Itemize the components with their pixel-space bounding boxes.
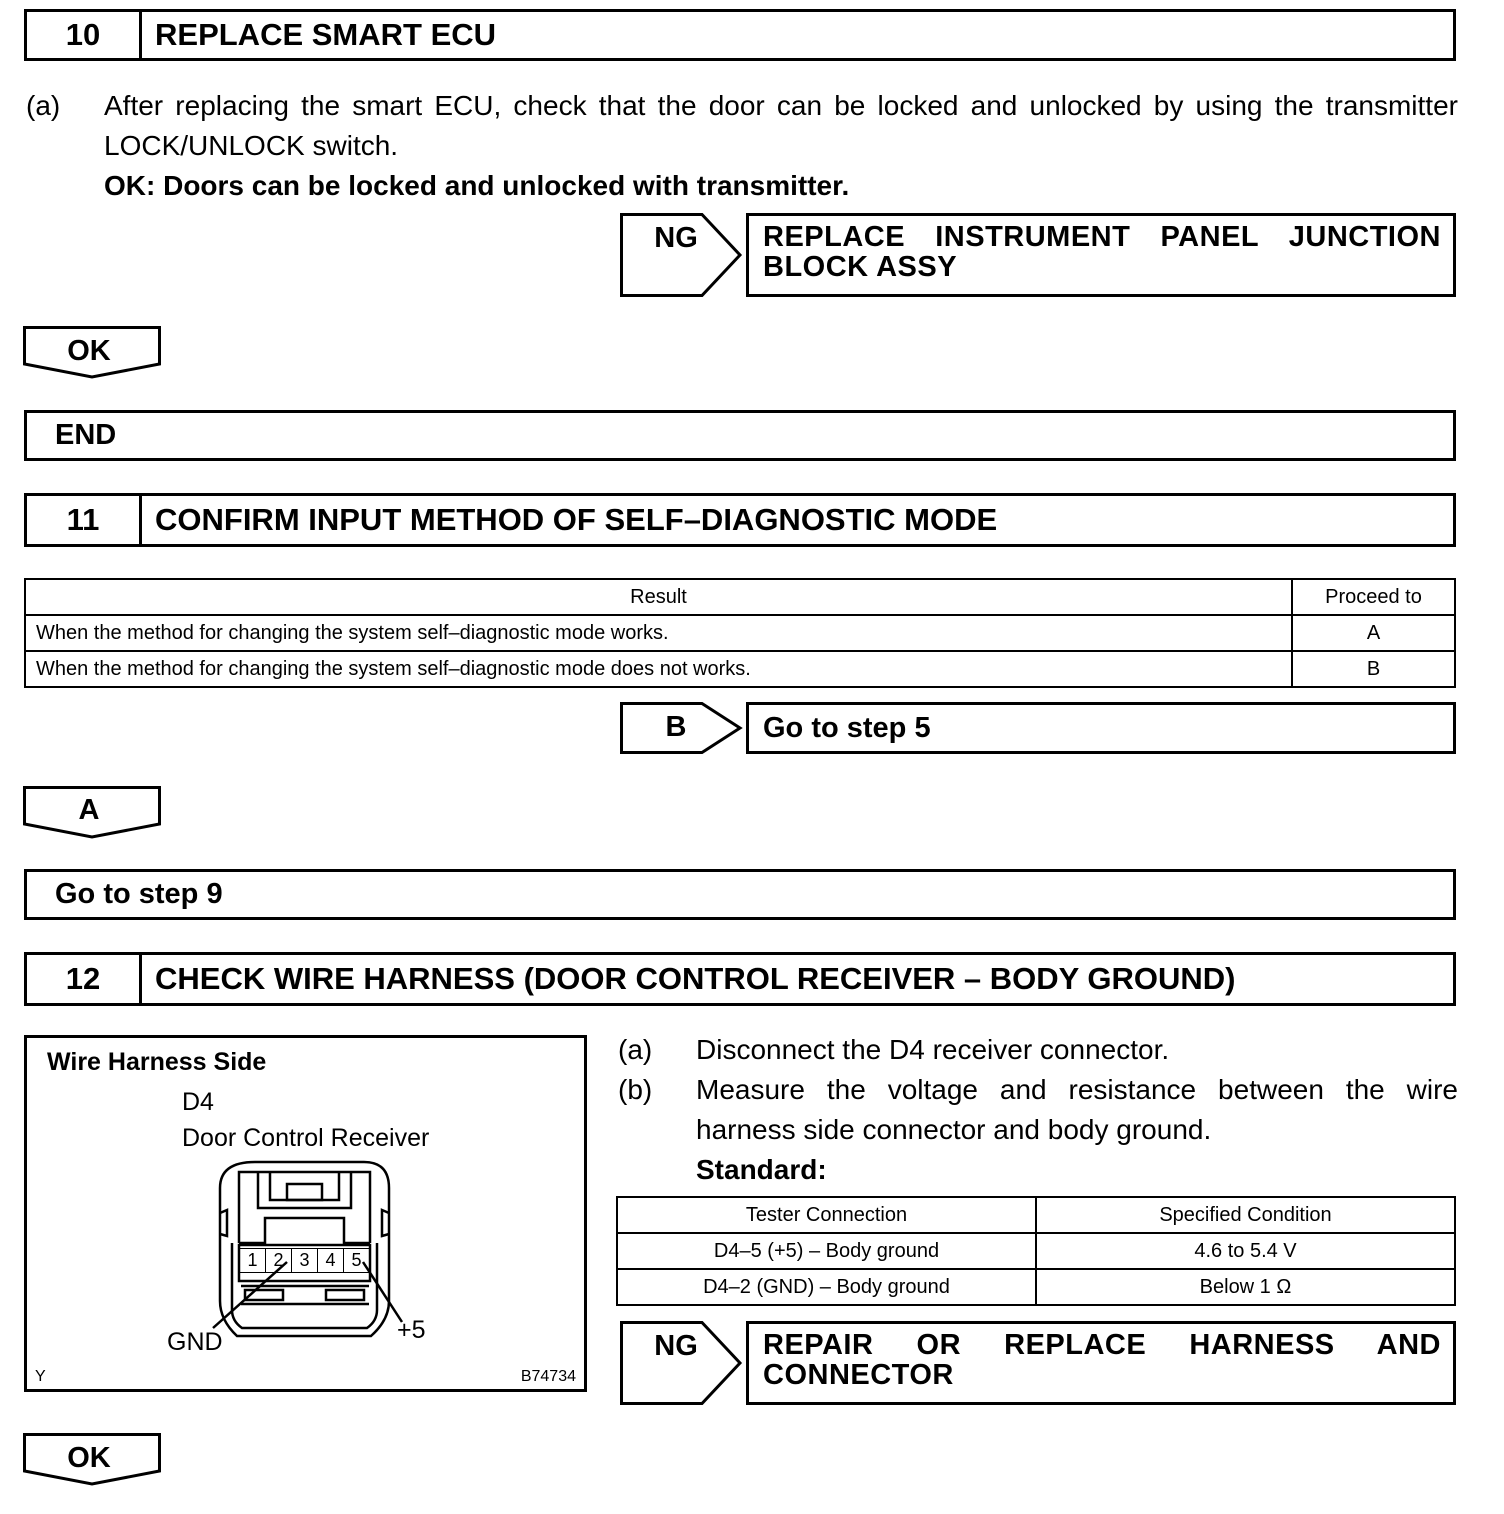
table-cell: D4–2 (GND) – Body ground xyxy=(617,1269,1036,1305)
go-to-step-9-box: Go to step 9 xyxy=(24,869,1456,920)
table-header: Tester Connection xyxy=(617,1197,1036,1233)
step-12-header xyxy=(24,952,1456,1006)
item-label: (b) xyxy=(618,1074,653,1105)
wire-harness-figure xyxy=(24,1035,587,1392)
step-12-item-b xyxy=(618,1070,1458,1190)
a-label: A xyxy=(78,794,100,826)
ok-label: OK xyxy=(67,1442,111,1474)
ng-action-text: REPAIR OR REPLACE HARNESS AND CONNECTOR xyxy=(763,1329,1441,1391)
ng-label: NG xyxy=(654,222,698,254)
corner-label: Y xyxy=(35,1368,46,1385)
ng-action-text: REPLACE INSTRUMENT PANEL JUNCTION BLOCK ASSY xyxy=(763,221,1441,283)
table-header: Proceed to xyxy=(1292,579,1455,615)
table-header: Specified Condition xyxy=(1036,1197,1455,1233)
table-cell: A xyxy=(1292,615,1455,651)
step-number: 11 xyxy=(27,496,142,544)
item-label: (a) xyxy=(618,1034,653,1065)
table-row xyxy=(25,651,1455,687)
step-title: CONFIRM INPUT METHOD OF SELF–DIAGNOSTIC MODE xyxy=(155,502,998,537)
pin-4: 4 xyxy=(318,1248,344,1273)
end-box: END xyxy=(24,410,1456,461)
standard-label: Standard: xyxy=(696,1154,827,1185)
step-title: CHECK WIRE HARNESS (DOOR CONTROL RECEIVER – BODY GROUND) xyxy=(155,961,1236,996)
step-11-result-table xyxy=(24,578,1456,688)
pin-2: 2 xyxy=(266,1248,292,1273)
table-cell: D4–5 (+5) – Body ground xyxy=(617,1233,1036,1269)
table-header-row xyxy=(25,579,1455,615)
item-text xyxy=(104,86,1458,206)
step-number: 12 xyxy=(27,955,142,1003)
b-action-box: Go to step 5 xyxy=(746,702,1456,754)
pin-5: 5 xyxy=(344,1248,370,1273)
ok-label: OK xyxy=(67,335,111,367)
pin-3: 3 xyxy=(292,1248,318,1273)
table-header-row xyxy=(617,1197,1455,1233)
ng-action-box xyxy=(746,1321,1456,1405)
table-row xyxy=(617,1269,1455,1305)
table-cell: 4.6 to 5.4 V xyxy=(1036,1233,1455,1269)
table-cell: Below 1 Ω xyxy=(1036,1269,1455,1305)
step-number: 10 xyxy=(27,12,142,58)
figure-title: Wire Harness Side xyxy=(47,1048,267,1076)
gnd-label: GND xyxy=(167,1328,223,1356)
ok-criteria: OK: Doors can be locked and unlocked with transmitter. xyxy=(104,170,850,201)
ng-action-box xyxy=(746,213,1456,297)
figure-code: B74734 xyxy=(520,1368,576,1385)
table-cell: When the method for changing the system self–diagnostic mode does not works. xyxy=(25,651,1292,687)
ng-label: NG xyxy=(654,1330,698,1362)
item-label: (a) xyxy=(26,90,61,121)
pin-1: 1 xyxy=(239,1248,266,1273)
table-row xyxy=(25,615,1455,651)
table-cell: B xyxy=(1292,651,1455,687)
connector-drawing xyxy=(27,1038,584,1389)
item-text xyxy=(696,1070,1458,1190)
connector-id: D4 xyxy=(182,1088,214,1116)
connector-name: Door Control Receiver xyxy=(182,1124,430,1152)
step-12-spec-table xyxy=(616,1196,1456,1306)
table-header: Result xyxy=(25,579,1292,615)
b-label: B xyxy=(665,711,687,743)
step-11-header xyxy=(24,493,1456,547)
item-instruction: Measure the voltage and resistance between the wire harness side connector and body ground. xyxy=(696,1074,1458,1145)
table-row xyxy=(617,1233,1455,1269)
table-cell: When the method for changing the system self–diagnostic mode works. xyxy=(25,615,1292,651)
pin-strip xyxy=(239,1248,370,1273)
step-title: REPLACE SMART ECU xyxy=(155,17,497,52)
item-instruction: After replacing the smart ECU, check that the door can be locked and unlocked by using the transmitter LOCK/UNLOCK switch. xyxy=(104,90,1458,161)
plus5-label: +5 xyxy=(397,1316,426,1344)
step-10-item-a xyxy=(26,86,1458,206)
item-text: Disconnect the D4 receiver connector. xyxy=(696,1034,1170,1065)
step-10-header xyxy=(24,9,1456,61)
step-12-item-a xyxy=(618,1030,1458,1070)
